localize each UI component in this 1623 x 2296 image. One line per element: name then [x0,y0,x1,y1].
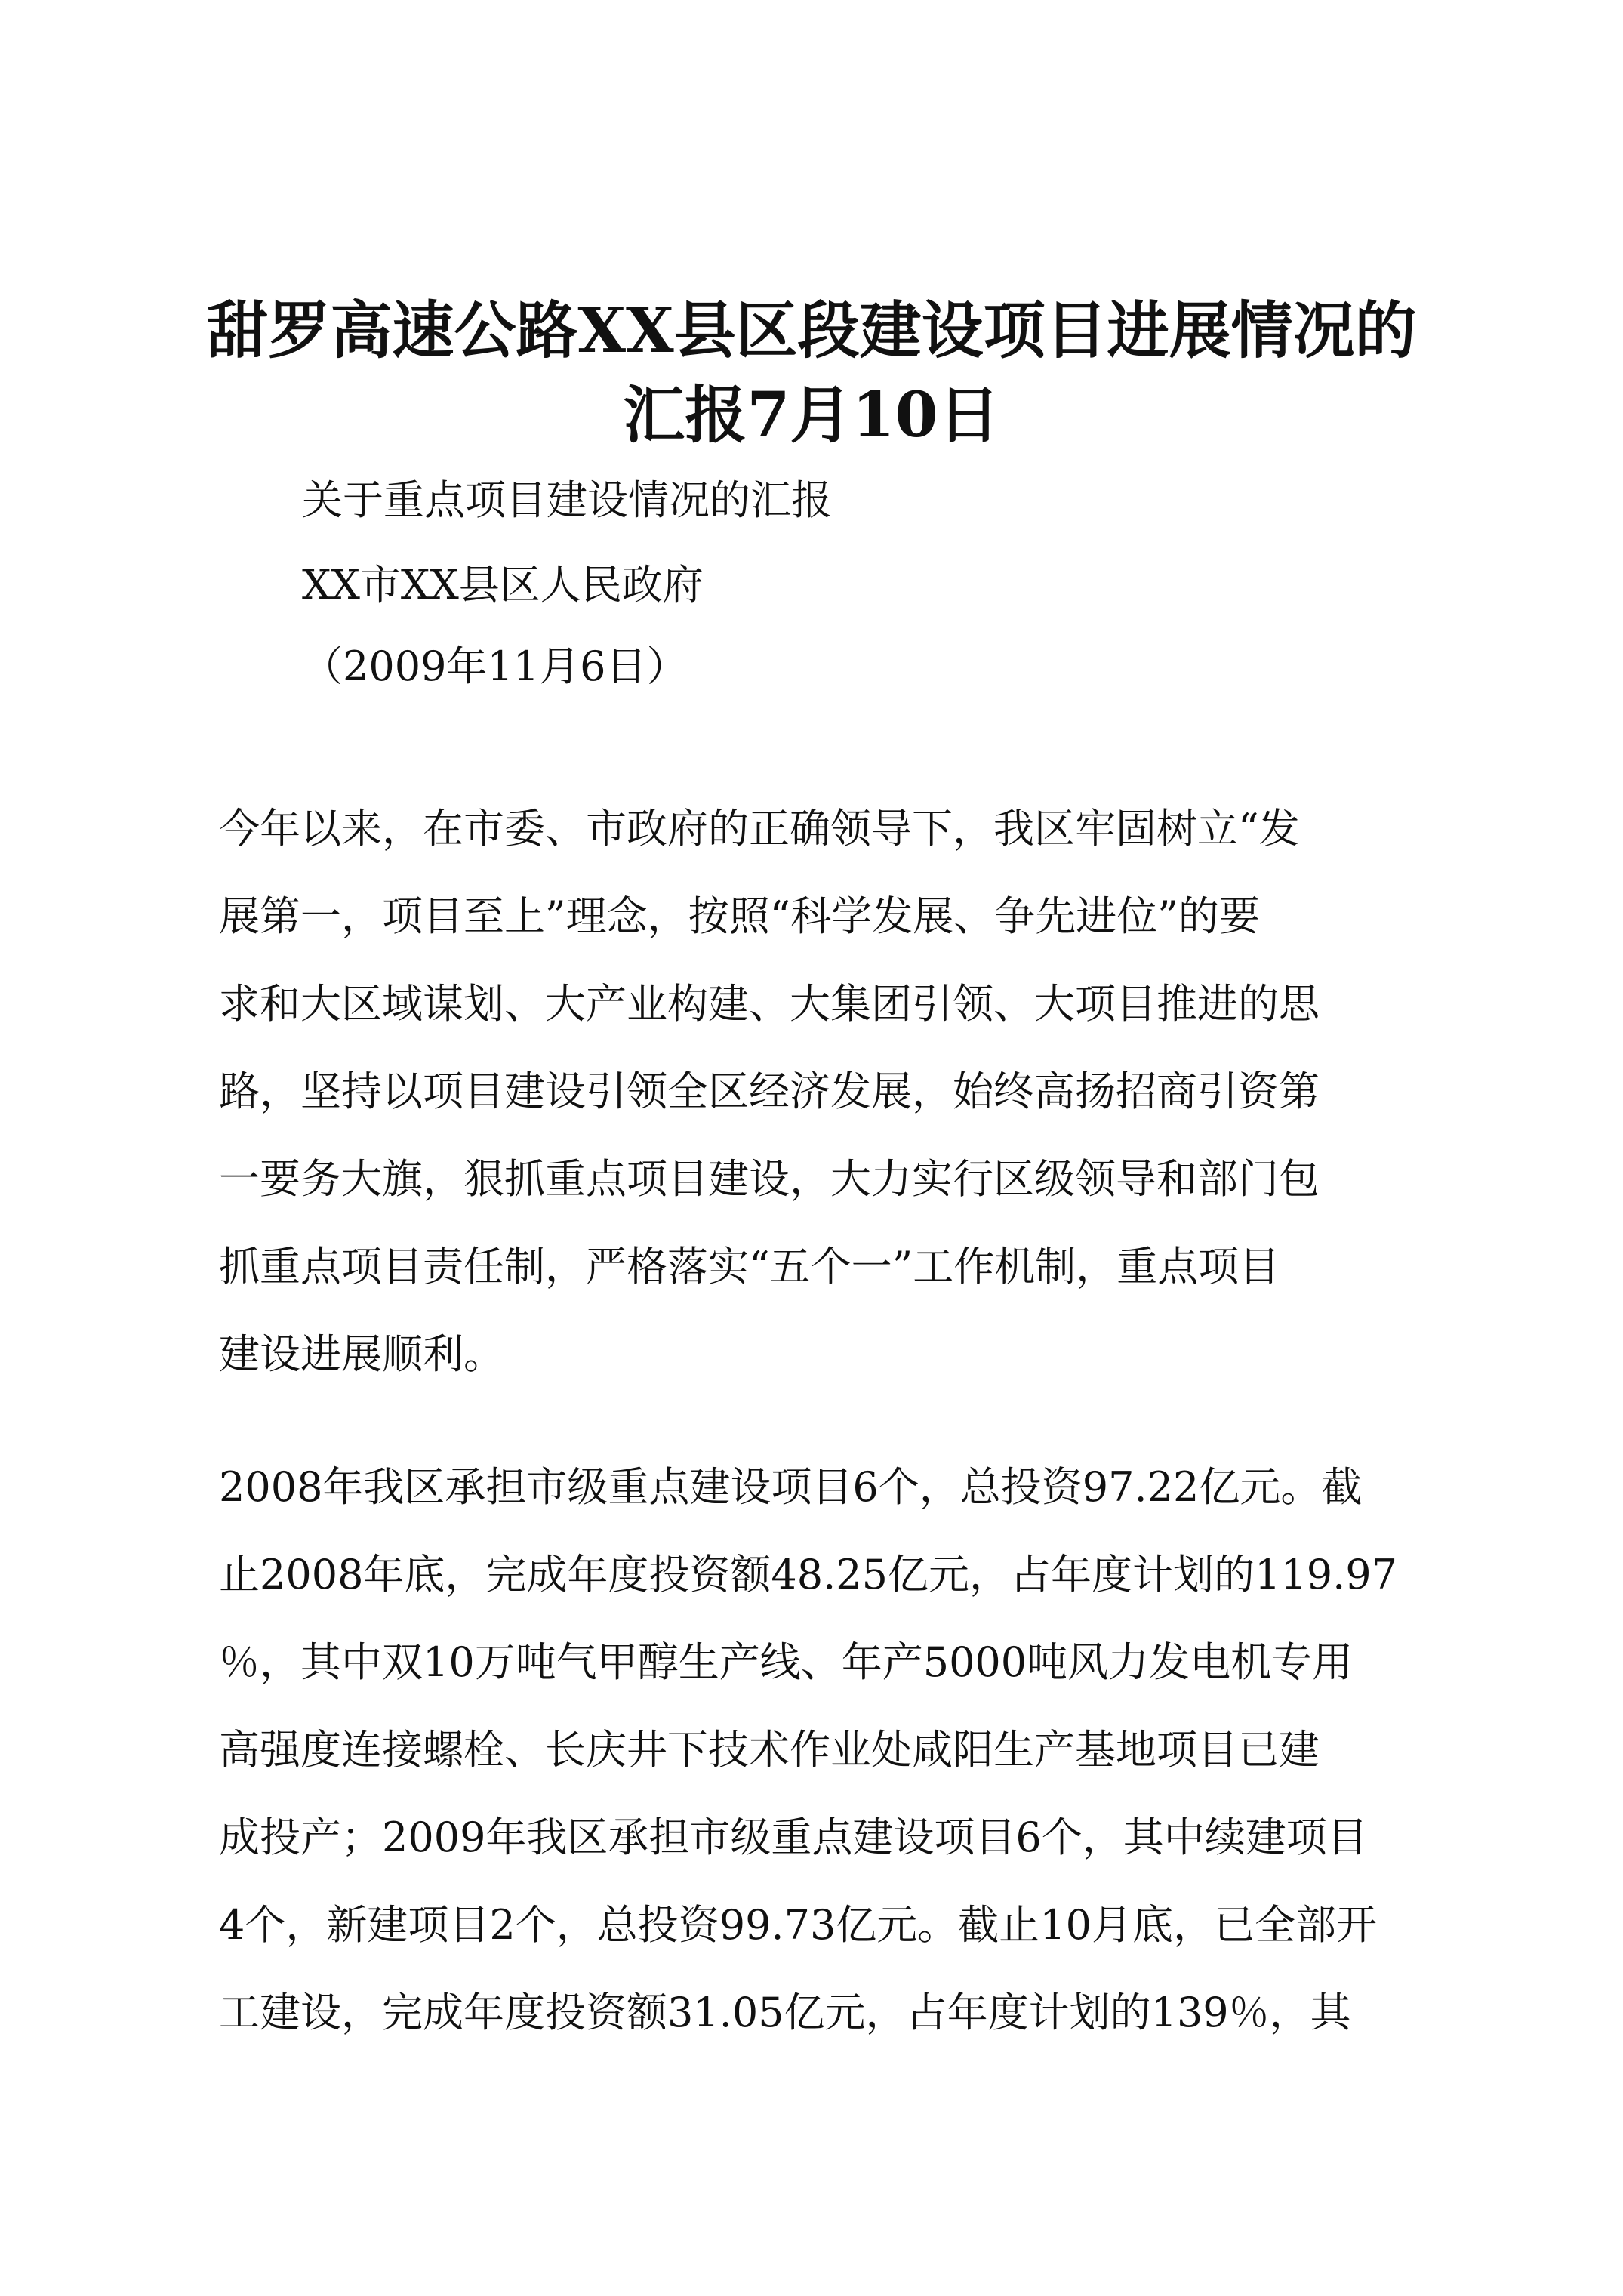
paragraph-line: 求和大区域谋划、大产业构建、大集团引领、大项目推进的思 [219,980,1320,1028]
document-issuer: XX市XX县区人民政府 [302,561,704,609]
paragraph-line: 2008年我区承担市级重点建设项目6个，总投资97.22亿元。截 [219,1463,1363,1511]
paragraph-line: 抓重点项目责任制，严格落实“五个一”工作机制，重点项目 [219,1243,1280,1290]
paragraph-line: 路，坚持以项目建设引领全区经济发展，始终高扬招商引资第 [219,1068,1320,1115]
paragraph-line: 高强度连接螺栓、长庆井下技术作业处咸阳生产基地项目已建 [219,1726,1320,1774]
paragraph-line: 今年以来，在市委、市政府的正确领导下，我区牢固树立“发 [219,805,1300,852]
paragraph-line: 展第一，项目至上”理念，按照“科学发展、争先进位”的要 [219,892,1260,940]
document-subtitle: 关于重点项目建设情况的汇报 [302,476,832,524]
body-paragraph-2 [219,1444,1434,2057]
paragraph-line: 一要务大旗，狠抓重点项目建设，大力实行区级领导和部门包 [219,1155,1320,1203]
document-date: （2009年11月6日） [302,643,688,690]
paragraph-line: ％，其中双10万吨气甲醇生产线、年产5000吨风力发电机专用 [219,1638,1354,1686]
paragraph-line: 止2008年底，完成年度投资额48.25亿元，占年度计划的119.97 [219,1551,1397,1598]
paragraph-line: 成投产；2009年我区承担市级重点建设项目6个，其中续建项目 [219,1814,1368,1861]
document-title-line-1: 甜罗高速公路XX县区段建设项目进展情况的 [206,294,1417,367]
paragraph-line: 工建设，完成年度投资额31.05亿元，占年度计划的139％，其 [219,1989,1351,2036]
document-title-line-2: 汇报7月10日 [623,379,1000,451]
paragraph-line: 建设进展顺利。 [219,1330,504,1378]
body-paragraph-1 [219,785,1434,1398]
paragraph-line: 4个，新建项目2个，总投资99.73亿元。截止10月底，已全部开 [219,1901,1378,1949]
